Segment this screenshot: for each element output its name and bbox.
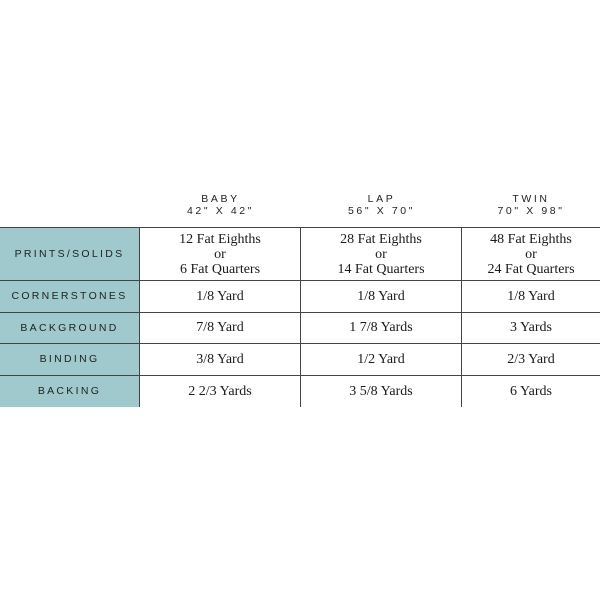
table-cell: 1/2 Yard <box>301 344 462 375</box>
cell-line: 48 Fat Eighths <box>490 231 572 247</box>
table-row-binding <box>0 344 600 376</box>
row-label: BACKGROUND <box>0 313 140 344</box>
table-cell: 1/8 Yard <box>301 281 462 312</box>
table-cell: 1/8 Yard <box>507 288 555 304</box>
table-body <box>0 227 600 407</box>
column-size: 70" X 98" <box>497 205 565 217</box>
table-cell: 7/8 Yard <box>140 313 301 344</box>
column-name: LAP <box>367 193 396 205</box>
column-name: TWIN <box>512 193 550 205</box>
cell-line: 12 Fat Eighths <box>179 231 261 247</box>
cell-line: 14 Fat Quarters <box>337 261 425 277</box>
cell-line: or <box>525 246 537 262</box>
column-header-row <box>0 189 600 227</box>
table-row-prints-solids <box>0 228 600 281</box>
table-row-cornerstones <box>0 281 600 313</box>
row-label: BINDING <box>0 344 140 375</box>
table-cell <box>140 228 301 280</box>
table-cell: 2 2/3 Yards <box>140 376 301 407</box>
table-cell: 3 5/8 Yards <box>301 376 462 407</box>
table-cell: 3 Yards <box>509 320 552 336</box>
table-row-backing <box>0 376 600 407</box>
cell-line: 6 Fat Quarters <box>179 261 261 277</box>
column-size: 56" X 70" <box>347 205 416 217</box>
table-row-background <box>0 313 600 345</box>
table-cell: 1/8 Yard <box>140 281 301 312</box>
cell-line: 24 Fat Quarters <box>487 261 575 277</box>
table-cell <box>301 228 462 280</box>
cell-line: 28 Fat Eighths <box>340 231 422 247</box>
table-cell: 6 Yards <box>509 383 552 399</box>
table-cell <box>462 228 600 280</box>
row-label: CORNERSTONES <box>0 281 140 312</box>
fabric-requirements-table <box>0 189 600 407</box>
column-header-lap <box>301 189 462 227</box>
column-header-twin <box>462 189 600 227</box>
table-cell: 1 7/8 Yards <box>301 313 462 344</box>
column-name: BABY <box>201 193 240 205</box>
column-size: 42" X 42" <box>186 205 255 217</box>
cell-line: or <box>214 246 226 262</box>
row-label: PRINTS/SOLIDS <box>0 228 140 280</box>
row-label: BACKING <box>0 376 140 407</box>
cell-line: or <box>375 246 387 262</box>
table-cell: 3/8 Yard <box>140 344 301 375</box>
column-header-baby <box>140 189 301 227</box>
header-spacer <box>0 189 140 227</box>
table-cell: 2/3 Yard <box>507 351 555 367</box>
